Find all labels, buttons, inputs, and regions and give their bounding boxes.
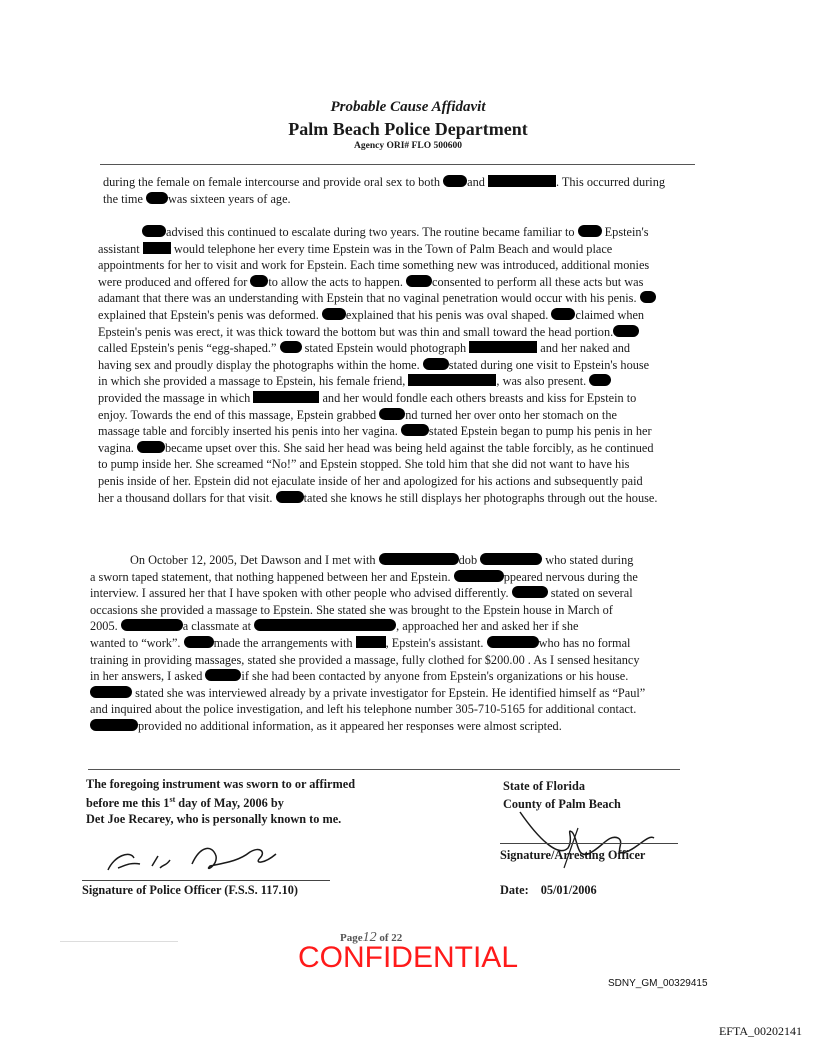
efta-number: EFTA_00202141	[718, 1024, 802, 1038]
redaction	[121, 619, 183, 631]
paragraph-3: On October 12, 2005, Det Dawson and I met with dob who stated during a sworn taped statement, that nothing happened between her and Epstein. ppeared nervous during the interview. I assured her that I have spoken with other people who advised differently. stated on several occasions she provided a massage to Epstein. She stated she was brought to the Epstein house in March of 2005. a classmate at , approached her and asked her if she wanted to “work”. made the arrangements with , Epstein's assistant. who has no formal training in providing massages, stated she provided a massage, fully clothed for $200.00 . As I sensed hesitancy in her answers, I asked if she had been contacted by anyone from Epstein's organizations or his house. stated she was interviewed already by a private investigator for Epstein. He identified himself as “Paul” and inquired about the police investigation, and left his telephone number 305-710-5165 for additional contact. provided no additional information, as it appeared her responses were almost scripted.	[90, 553, 646, 733]
redaction	[254, 619, 396, 631]
redaction	[146, 192, 168, 204]
jurisdiction: State of Florida County of Palm Beach	[503, 779, 621, 811]
redaction	[443, 175, 467, 187]
redaction	[454, 570, 504, 582]
department-name: Palm Beach Police Department	[288, 119, 528, 139]
redaction	[379, 553, 459, 565]
redaction	[379, 408, 405, 420]
redaction	[205, 669, 241, 681]
redaction	[512, 586, 548, 598]
redaction	[487, 636, 539, 648]
redaction	[640, 291, 656, 303]
redaction	[90, 686, 132, 698]
redaction	[589, 374, 611, 386]
redaction	[322, 308, 346, 320]
redaction	[488, 175, 556, 187]
redaction	[90, 719, 138, 731]
redaction	[480, 553, 542, 565]
redaction	[280, 341, 302, 353]
paragraph-2: advised this continued to escalate during two years. The routine became familiar to Epstein's assistant would telephone her every time Epstein was in the Town of Palm Beach and would place appointments for her to visit and work for Epstein. Each time something new was introduced, additional monies were produced and offered for to allow the acts to happen. consented to perform all these acts but was adamant that there was an understanding with Epstein that no vaginal penetration would occur with his penis. explained that Epstein's penis was deformed. explained that his penis was oval shaped. claimed when Epstein's penis was erect, it was thick toward the bottom but was thin and small toward the head portion. called Epstein's penis “egg-shaped.” stated Epstein would photograph and her naked and having sex and proudly display the photographs within the home. stated during one visit to Epstein's house in which she provided a massage to Epstein, his female friend, , was also present. provided the massage in which and her would fondle each others breasts and kiss for Epstein to enjoy. Towards the end of this massage, Epstein grabbed nd turned her over onto her stomach on the massage table and forcibly inserted his penis into her vagina. stated Epstein began to pump his penis in her vagina. became upset over this. She said her head was being held against the table forcibly, as he continued to pump inside her. She screamed “No!” and Epstein stopped. She told him that she did not want to have his penis inside of her. Epstein did not ejaculate inside of her and apologized for his actions and subsequently paid her a thousand dollars for that visit. tated she knows he still displays her photographs through out the house.	[98, 225, 658, 505]
signed-date: Date: 05/01/2006	[500, 883, 597, 897]
redaction	[143, 242, 171, 254]
affidavit-title: Probable Cause Affidavit	[330, 99, 486, 115]
arresting-signature-line	[500, 843, 678, 844]
redaction	[401, 424, 429, 436]
redaction	[253, 391, 319, 403]
redaction	[142, 225, 166, 237]
signature-section-rule	[88, 769, 680, 770]
redaction	[276, 491, 304, 503]
redaction	[469, 341, 537, 353]
header-rule	[100, 164, 695, 165]
agency-ori: Agency ORI# FLO 500600	[354, 141, 462, 151]
redaction	[551, 308, 575, 320]
arresting-signature-label: Signature/Arresting Officer	[500, 848, 646, 862]
sworn-statement: The foregoing instrument was sworn to or affirmed before me this 1st day of May, 2006 by Det Joe Recarey, who is personally known to me.	[86, 777, 356, 827]
police-signature-label: Signature of Police Officer (F.S.S. 117.10)	[82, 883, 298, 897]
redaction	[356, 636, 386, 648]
redaction	[406, 275, 432, 287]
redaction	[613, 325, 639, 337]
redaction	[250, 275, 268, 287]
redaction	[423, 358, 449, 370]
redaction	[578, 225, 602, 237]
paragraph-1: during the female on female intercourse and provide oral sex to both and . This occurred during the time was sixteen years of age.	[103, 175, 666, 206]
confidential-stamp: CONFIDENTIAL	[297, 941, 519, 974]
redaction	[408, 374, 496, 386]
police-officer-signature	[100, 838, 290, 882]
redaction	[184, 636, 214, 648]
police-signature-line	[82, 880, 330, 881]
page-number: Page12 of 22	[340, 930, 403, 945]
redaction	[137, 441, 165, 453]
bates-number: SDNY_GM_00329415	[608, 978, 708, 989]
